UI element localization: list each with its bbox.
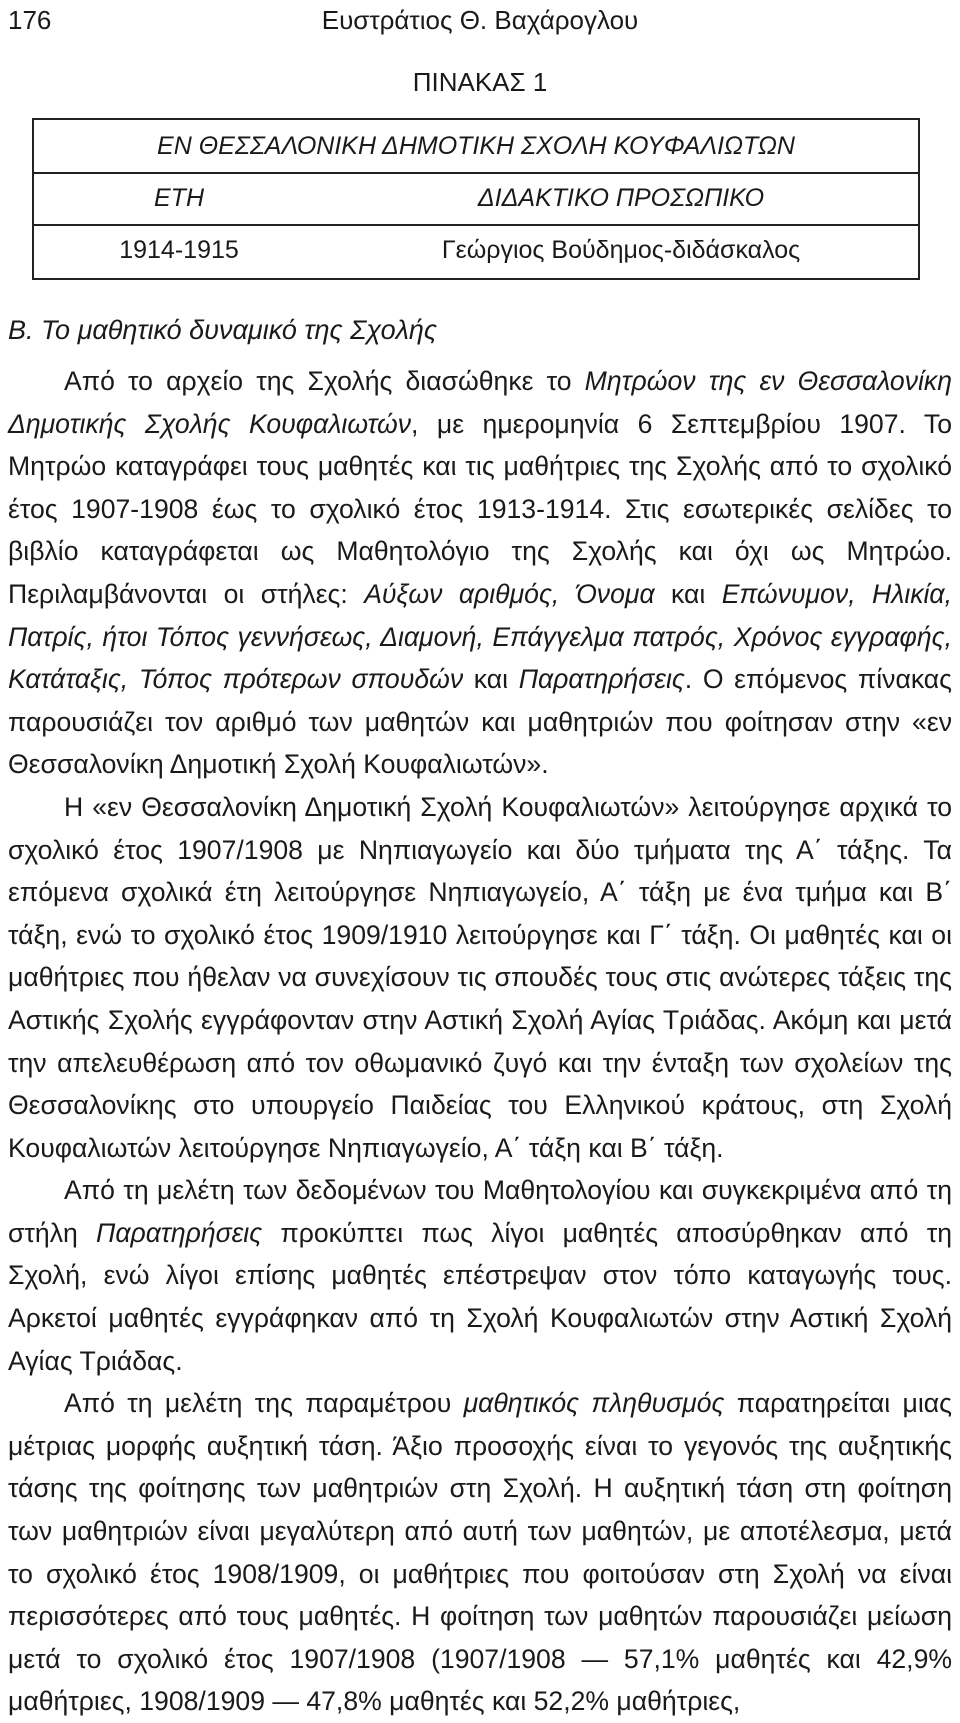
- p1-italic-cols-1: Αύξων αριθμός, Όνομα: [364, 578, 655, 609]
- p3-text-1: Από τη μελέτη των δεδομένων του Μαθητολογίου και συγκεκριμένα από τη στήλη: [8, 1175, 952, 1248]
- column-header-staff: ΔΙΔΑΚΤΙΚΟ ΠΡΟΣΩΠΙΚΟ: [477, 184, 765, 212]
- p1-text-2: , με ημερομηνία 6 Σεπτεμβρίου 1907. Το Μητρώο καταγράφει τους μαθητές και τις μαθήτριες της Σχολής από το σχολικό έτος 1907-1908 έως το σχολικό έτος 1913-1914. Στις εσωτερικές σελίδες το βιβλίο καταγράφεται ως Μαθητολόγιο της Σχολής και όχι ως Μητρώο. Περιλαμβάνονται οι στήλες:: [8, 408, 952, 609]
- table-title-row: [34, 122, 918, 170]
- body-text: [8, 360, 952, 1723]
- paragraph-3: [8, 1169, 952, 1382]
- p1-text-4: και: [463, 664, 519, 695]
- paragraph-1: [8, 360, 952, 786]
- p1-text-5: . Ο επόμενος πίνακας παρουσιάζει τον αριθμό των μαθητών και μαθητριών που φοίτησαν στην «εν Θεσσαλονίκη Δημοτική Σχολή Κουφαλιωτών».: [8, 664, 952, 780]
- p3-text-2: προκύπτει πως λίγοι μαθητές αποσύρθηκαν από τη Σχολή, ενώ λίγοι επίσης μαθητές επέστρεψαν στον τόπο καταγωγής τους. Αρκετοί μαθητές εγγράφηκαν από τη Σχολή Κουφαλιωτών στην Αστική Σχολή Αγίας Τριάδας.: [8, 1217, 953, 1376]
- p1-italic-cols-2: Επώνυμον, Ηλικία, Πατρίς, ήτοι Τόπος γεννήσεως, Διαμονή, Επάγγελμα πατρός, Χρόνος εγγραφής, Κατάταξις, Τόπος πρότερων σπουδών: [8, 578, 952, 695]
- cell-staff: Γεώργιος Βούδημος-διδάσκαλος: [441, 236, 801, 264]
- table-school-title: ΕΝ ΘΕΣΣΑΛΟΝΙΚΗ ΔΗΜΟΤΙΚΗ ΣΧΟΛΗ ΚΟΥΦΑΛΙΩΤΩΝ: [157, 132, 795, 160]
- p3-italic: Παρατηρήσεις: [96, 1217, 263, 1248]
- cell-years: 1914-1915: [119, 236, 239, 264]
- staff-table: [32, 118, 920, 280]
- section-heading: Β. Το μαθητικό δυναμικό της Σχολής: [8, 315, 438, 345]
- table-row: [34, 224, 918, 274]
- running-head: [8, 2, 952, 38]
- p4-text-1: Από τη μελέτη της παραμέτρου: [64, 1388, 464, 1419]
- p4-italic: μαθητικός πληθυσμός: [463, 1388, 725, 1419]
- page-number: 176: [8, 5, 52, 35]
- column-header-years: ΕΤΗ: [154, 184, 204, 212]
- paragraph-4: [8, 1382, 952, 1723]
- p4-text-2: παρατηρείται μιας μέτριας μορφής αυξητική τάση. Άξιο προσοχής είναι το γεγονός της αυξητικής τάσης της φοίτησης των μαθητριών στη Σχολή. Η αυξητική τάση στη φοίτηση των μαθητριών είναι μεγαλύτερη από αυτή των μαθητών, με αποτέλεσμα, μετά το σχολικό έτος 1908/1909, οι μαθήτριες που φοιτούσαν στη Σχολή να είναι περισσότερες από τους μαθητές. Η φοίτηση των μαθητών παρουσιάζει μείωση μετά το σχολικό έτος 1907/1908 (1907/1908 — 57,1% μαθητές και 42,9% μαθήτριες, 1908/1909 — 47,8% μαθητές και 52,2% μαθήτριες,: [8, 1388, 952, 1717]
- p1-italic-title: Μητρώον της εν Θεσσαλονίκη Δημοτικής Σχολής Κουφαλιωτών: [8, 366, 952, 439]
- paragraph-2: Η «εν Θεσσαλονίκη Δημοτική Σχολή Κουφαλιωτών» λειτούργησε αρχικά το σχολικό έτος 1907/1908 με Νηπιαγωγείο και δύο τμήματα της Α΄ τάξης. Τα επόμενα σχολικά έτη λειτούργησε Νηπιαγωγείο, Α΄ τάξη με ένα τμήμα και Β΄ τάξη, ενώ το σχολικό έτος 1909/1910 λειτούργησε και Γ΄ τάξη. Οι μαθητές και οι μαθήτριες που ήθελαν να συνεχίσουν τις σπουδές τους στις ανώτερες τάξεις της Αστικής Σχολής εγγράφονταν στην Αστική Σχολή Αγίας Τριάδας. Ακόμη και μετά την απελευθέρωση από τον οθωμανικό ζυγό και την ένταξη των σχολείων της Θεσσαλονίκης στο υπουργείο Παιδείας του Ελληνικού κράτους, στη Σχολή Κουφαλιωτών λειτούργησε Νηπιαγωγείο, Α΄ τάξη και Β΄ τάξη.: [8, 791, 952, 1163]
- running-head-author: Ευστράτιος Θ. Βαχάρογλου: [321, 5, 639, 35]
- p1-italic-cols-3: Παρατηρήσεις: [518, 664, 685, 695]
- table-caption: ΠΙΝΑΚΑΣ 1: [412, 67, 548, 97]
- table-header-row: [34, 172, 918, 222]
- p1-text-3: και: [654, 578, 722, 609]
- p1-text-1: Από το αρχείο της Σχολής διασώθηκε το: [64, 366, 585, 396]
